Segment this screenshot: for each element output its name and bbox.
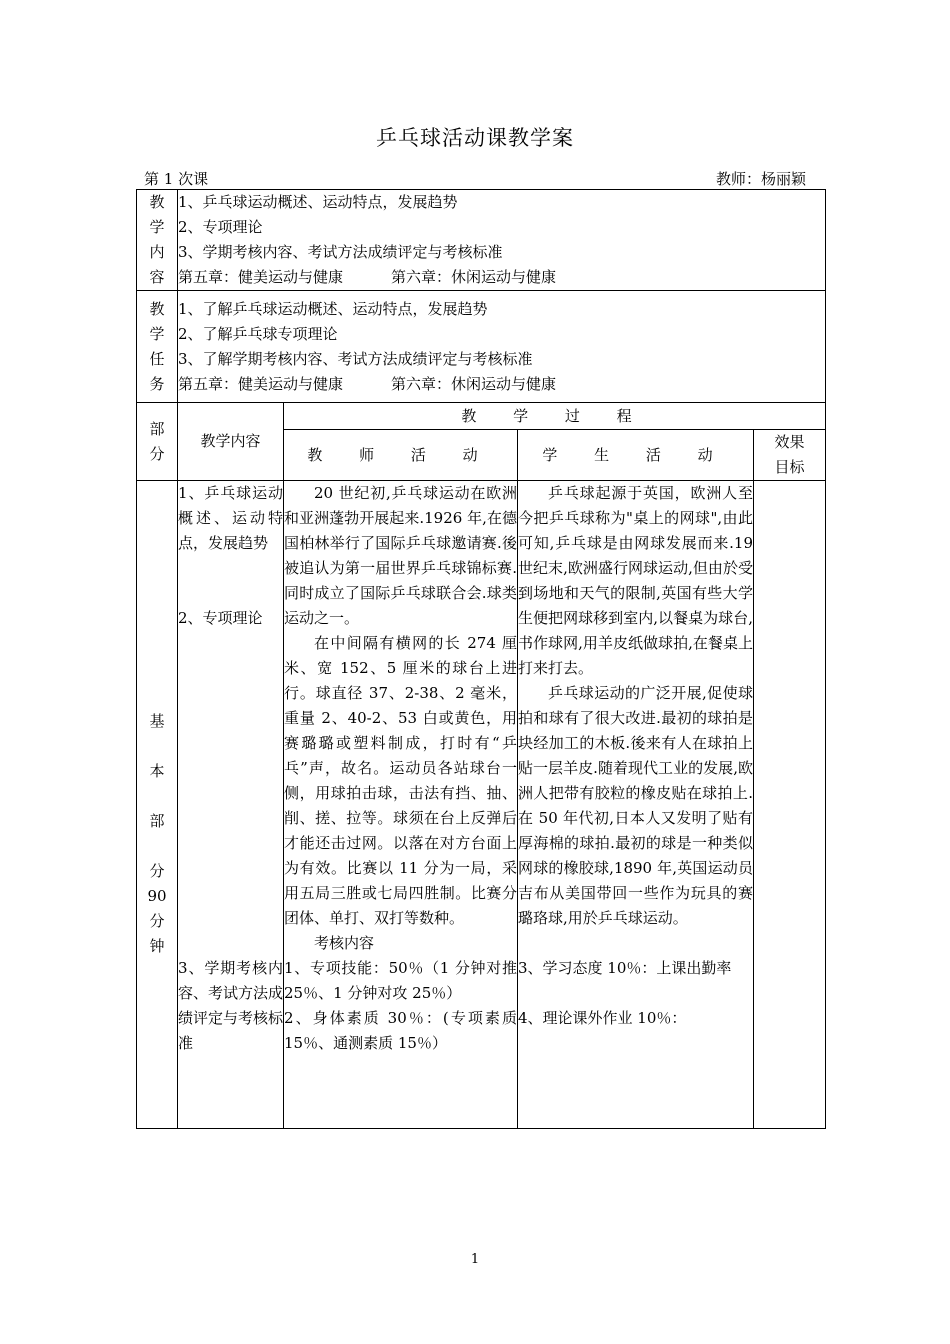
page-number: 1 [470,1252,480,1267]
task-section-body [178,291,826,403]
assessment-item: 3、学习态度 10％：上课出勤率 [518,959,732,977]
content-item: 3、学期考核内容、考试方法成绩评定与考核标准 [178,243,503,261]
task-chapters: 第五章：健美运动与健康 第六章：休闲运动与健康 [178,375,557,393]
content-section-body [178,190,826,291]
page-title: 乒乓球活动课教学案 [376,126,574,150]
task-row [137,291,826,403]
teacher-paragraph: 20 世纪初,乒乓球运动在欧洲和亚洲蓬勃开展起来.1926 年,在德国柏林举行了国际乒乓球邀请赛.後被追认为第一届世界乒乓球锦标赛.同时成立了国际乒乓球联合会.球类运动之一。 [284,484,517,627]
task-item: 2、了解乒乓球专项理论 [178,325,338,343]
student-paragraph: 乒乓球起源于英国，欧洲人至今把乒乓球称为"桌上的网球",由此可知,乒乓球是由网球发展而来.19 世纪末,欧洲盛行网球运动,但由於受到场地和天气的限制,英国有些大学生便把网球移到室内,以餐桌为球台,书作球网,用羊皮纸做球拍,在餐桌上打来打去。 [518,484,753,677]
student-activity [518,481,754,1129]
student-paragraph: 乒乓球运动的广泛开展,促使球拍和球有了很大改进.最初的球拍是块经加工的木板.後来有人在球拍上贴一层羊皮.随着现代工业的发展,欧洲人把带有胶粒的橡皮贴在球拍上.在 50 年代初,日本人又发明了贴有厚海棉的球拍.最初的球是一种类似网球的橡胶球,1890 年,英国运动员吉布从美国带回一些作为玩具的赛璐珞球,用於乒乓球运动。 [518,684,753,927]
content-item: 2、专项理论 [178,218,263,236]
effect-cell [754,481,826,1129]
assessment-item: 4、理论课外作业 10％： [518,1009,687,1027]
content-chapters: 第五章：健美运动与健康 第六章：休闲运动与健康 [178,268,557,286]
assessment-item: 1、专项技能：50％（1 分钟对推 25％、1 分钟对攻 25％） [284,959,517,1002]
main-row [137,481,826,1129]
task-section-label: 教 学 任 务 [137,291,178,403]
topic-item: 1、乒乓球运动概述、运动特点，发展趋势 [178,484,283,552]
teacher-activity-header: 教 师 活 动 [284,430,518,481]
content-item: 1、乒乓球运动概述、运动特点，发展趋势 [178,193,458,211]
main-topics [178,481,284,1129]
main-section-label: 基 本 部 分 90 分 钟 [137,481,178,1129]
content-row [137,190,826,291]
session-number: 第 1 次课 [144,170,209,188]
lesson-plan-table [136,189,826,1129]
topic-item: 2、专项理论 [178,609,263,627]
process-header: 教 学 过 程 [284,403,826,430]
teacher-activity [284,481,518,1129]
teacher-name: 教师：杨丽颖 [715,170,806,188]
topic-item: 3、学期考核内容、考试方法成绩评定与考核标准 [178,959,284,1052]
student-activity-header: 学 生 活 动 [518,430,754,481]
content-header: 教学内容 [178,403,284,481]
effect-header: 效果 目标 [754,430,826,481]
teacher-paragraph: 在中间隔有横网的长 274 厘米、宽 152、5 厘米的球台上进行。球直径 37、2-38、2 毫米，重量 2、40-2、53 白或黄色，用赛璐璐或塑料制成，打时有“乒乓”声，故名。运动员各站球台一侧，用球拍击球，击法有挡、抽、削、搓、拉等。球须在台上反弹后才能还击过网。以落在对方台面上为有效。比赛以 11 分为一局，采用五局三胜或七局四胜制。比赛分团体、单打、双打等数种。 [284,634,517,927]
part-header: 部 分 [137,403,178,481]
assessment-item: 2、身体素质 30％：(专项素质 15％、通测素质 15％） [284,1009,517,1052]
assessment-title: 考核内容 [314,934,375,952]
task-item: 3、了解学期考核内容、考试方法成绩评定与考核标准 [178,350,533,368]
task-item: 1、了解乒乓球运动概述、运动特点，发展趋势 [178,300,488,318]
content-section-label: 教 学 内 容 [137,190,178,291]
